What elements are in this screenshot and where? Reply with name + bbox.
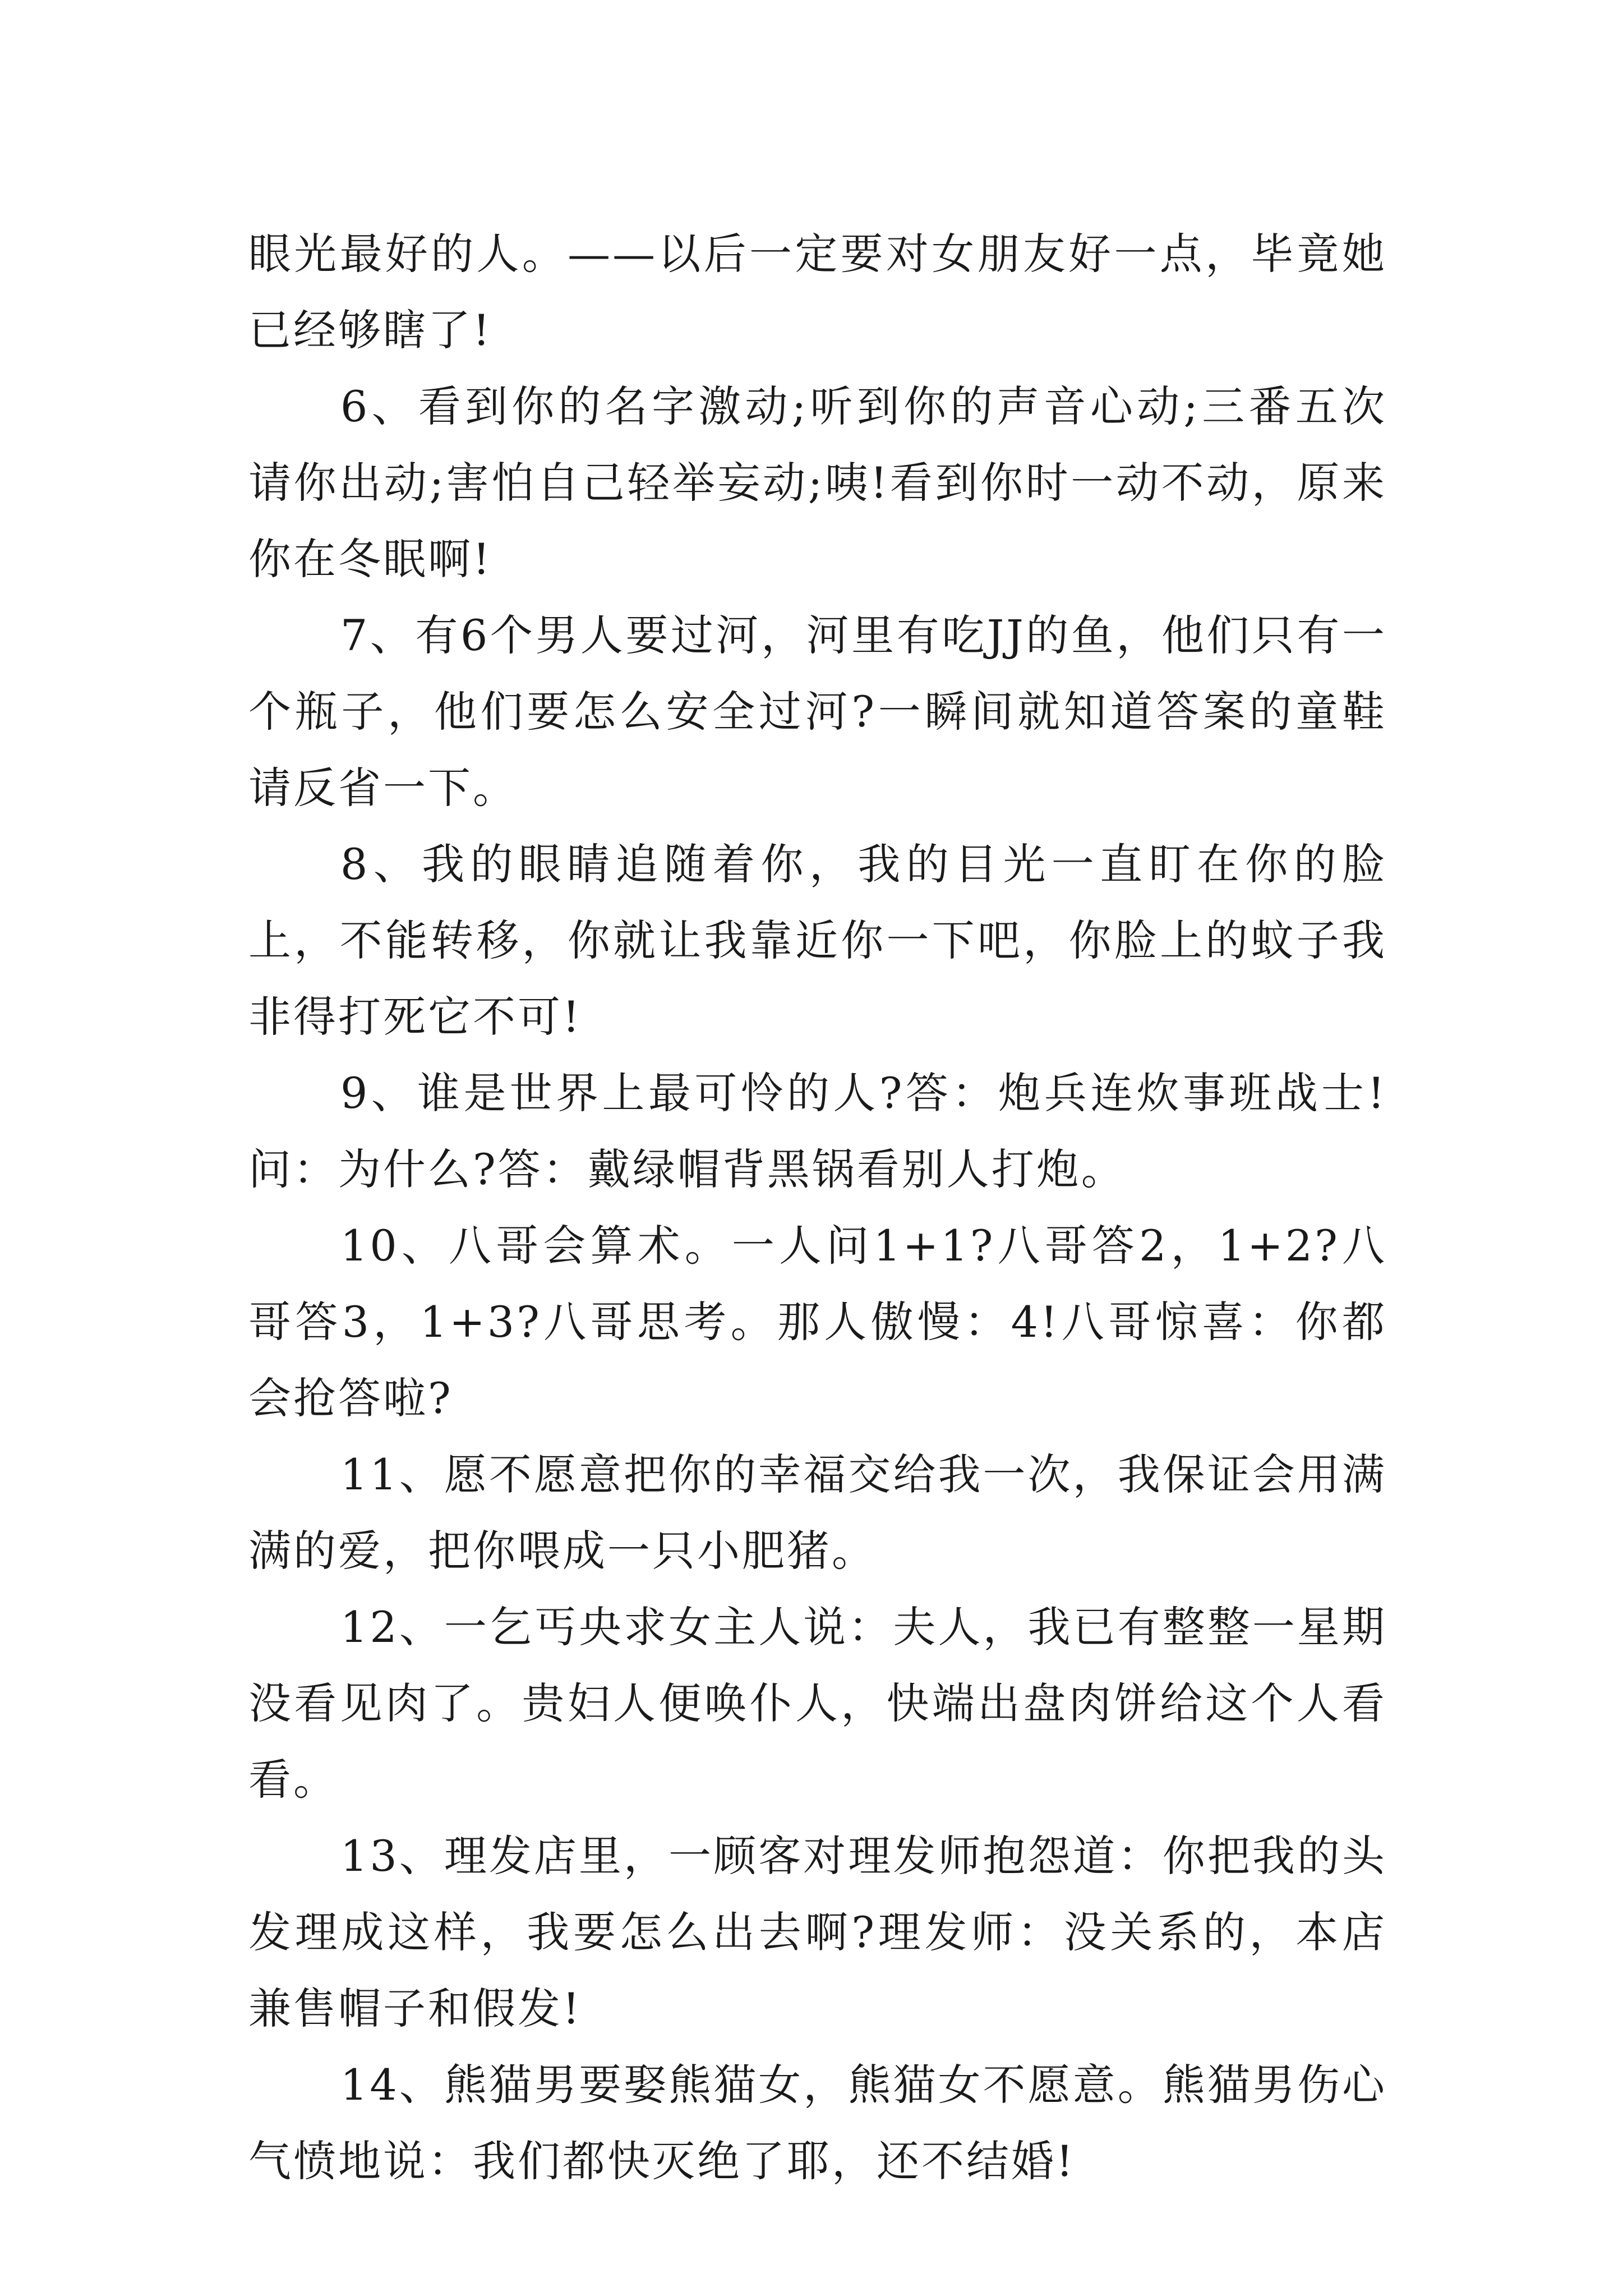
paragraph-joke-11: 11、愿不愿意把你的幸福交给我一次，我保证会用满满的爱，把你喂成一只小肥猪。 (248, 1450, 1387, 1576)
paragraph-joke-9: 9、谁是世界上最可怜的人?答：炮兵连炊事班战士!问：为什么?答：戴绿帽背黑锅看别人打炮。 (248, 1068, 1387, 1194)
paragraph-joke-7: 7、有6个男人要过河，河里有吃JJ的鱼，他们只有一个瓶子，他们要怎么安全过河?一瞬间就知道答案的童鞋请反省一下。 (248, 610, 1387, 813)
paragraph-joke-12: 12、一乞丐央求女主人说：夫人，我已有整整一星期没看见肉了。贵妇人便唤仆人，快端出盘肉饼给这个人看看。 (248, 1602, 1387, 1805)
paragraph-joke-6: 6、看到你的名字激动;听到你的声音心动;三番五次请你出动;害怕自己轻举妄动;咦!看到你时一动不动，原来你在冬眠啊! (248, 381, 1387, 584)
paragraph-joke-8: 8、我的眼睛追随着你，我的目光一直盯在你的脸上，不能转移，你就让我靠近你一下吧，你脸上的蚊子我非得打死它不可! (248, 839, 1387, 1042)
paragraph-continued: 眼光最好的人。——以后一定要对女朋友好一点，毕竟她已经够瞎了! (248, 229, 1387, 355)
document-body (248, 216, 1387, 2200)
paragraph-joke-14: 14、熊猫男要娶熊猫女，熊猫女不愿意。熊猫男伤心气愤地说：我们都快灭绝了耶，还不结婚! (248, 2060, 1387, 2186)
paragraph-joke-13: 13、理发店里，一顾客对理发师抱怨道：你把我的头发理成这样，我要怎么出去啊?理发师：没关系的，本店兼售帽子和假发! (248, 1831, 1387, 2033)
paragraph-joke-10: 10、八哥会算术。一人问1+1?八哥答2，1+2?八哥答3，1+3?八哥思考。那人傲慢：4!八哥惊喜：你都会抢答啦? (248, 1221, 1387, 1423)
